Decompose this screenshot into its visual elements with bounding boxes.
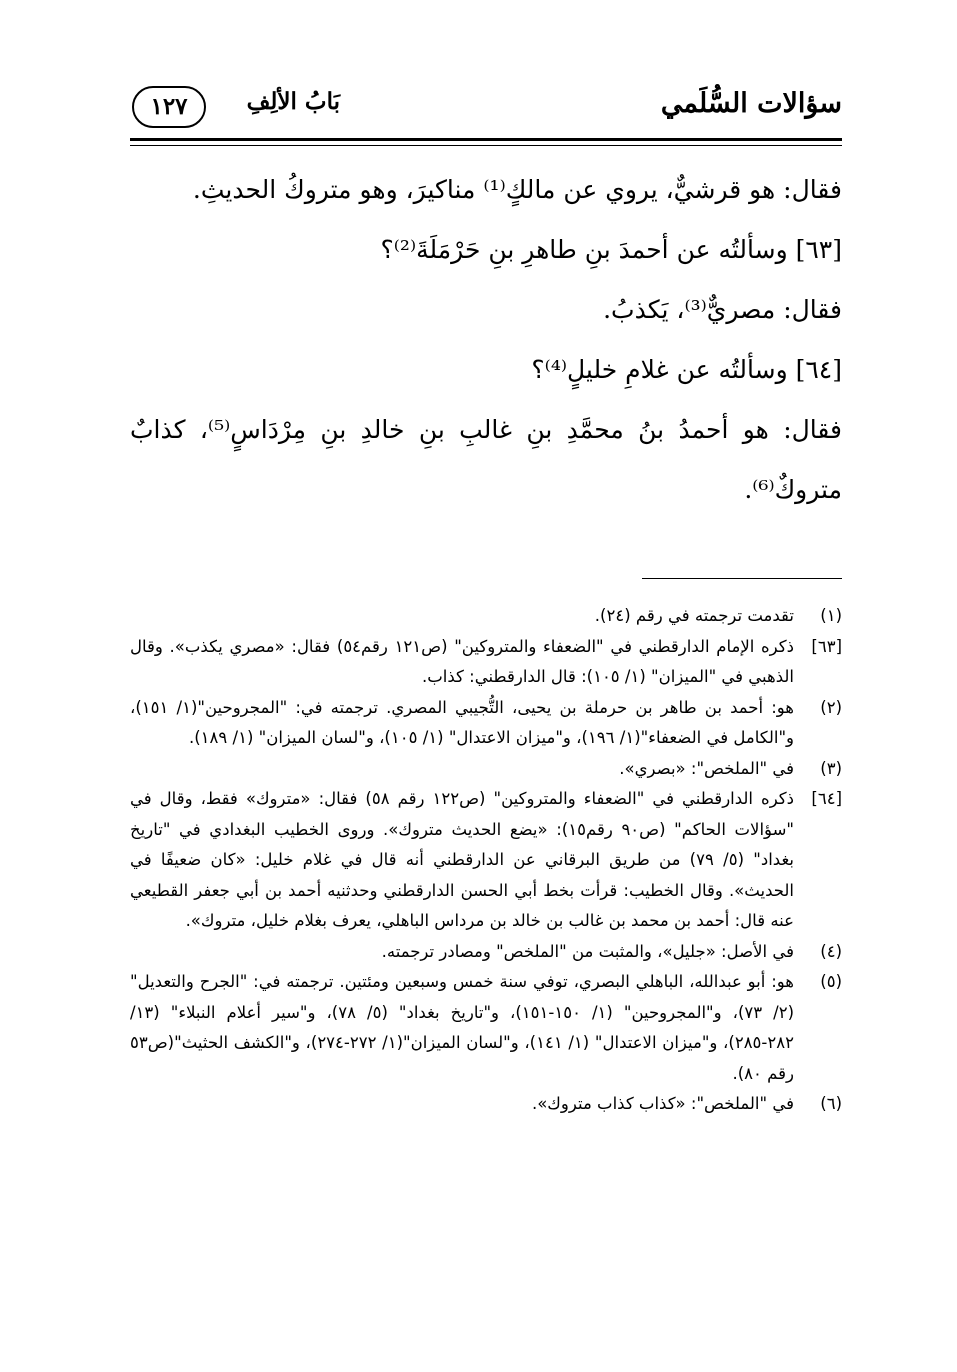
footnote: [130, 632, 842, 693]
footnote: [130, 967, 842, 1089]
footnote-marker: [٦٣]: [811, 636, 842, 656]
header-rule-thick: [130, 138, 842, 141]
page-header: [130, 82, 842, 142]
main-paragraph: فقال: هو أحمدُ بنُ محمَّدِ بنِ غالبِ بنِ خالدِ بنِ مِرْدَاسٍ⁽⁵⁾، كذابٌ متروكٌ⁽⁶⁾.: [130, 415, 842, 504]
footnote-text: ذكره الإمام الدارقطني في "الضعفاء والمتروكين" (ص١٢١ رقم٥٤) فقال: «مصري يكذب». وقال الذهبي في "الميزان" (١/ ١٠٥): قال الدارقطني: كذاب.: [130, 636, 794, 686]
question-63: [٦٣] وسألتُه عن أحمدَ بنِ طاهرِ بنِ حَرْمَلَةَ⁽²⁾؟: [380, 235, 842, 264]
footnote-separator: [642, 578, 842, 579]
book-title: سؤالات السُّلَمي: [660, 88, 842, 119]
main-text: [130, 160, 842, 520]
footnote-text: هو: أحمد بن طاهر بن حرملة بن يحيى، التُّجيبي المصري. ترجمته في: "المجروحين"(١/ ١٥١)، و"الكامل في الضعفاء"(١/ ١٩٦)، و"ميزان الاعتدال" (١/ ١٠٥)، و"لسان الميزان" (١/ ١٨٩).: [130, 697, 794, 747]
footnote-text: هو: أبو عبدالله، الباهلي البصري، توفي سنة خمس وسبعين ومئتين. ترجمته في: "الجرح والتعديل" (٢/ ٧٣)، و"المجروحين" (١/ ١٥٠-١٥١)، و"تاريخ بغداد" (٥/ ٧٨)، و"سير أعلام النبلاء" (١٣/ ٢٨٢-٢٨٥)، و"ميزان الاعتدال" (١/ ١٤١)، و"لسان الميزان"(١/ ٢٧٢-٢٧٤)، و"الكشف الحثيث"(ص٥٣ رقم ٨٠).: [130, 972, 795, 1083]
footnote-marker: (٤): [820, 941, 842, 961]
footnote-marker: (٢): [820, 697, 842, 717]
footnote-text: في "الملخص": «بصري».: [619, 758, 794, 778]
footnote-text: في الأصل: «جليل»، والمثبت من "الملخص" ومصادر ترجمته.: [381, 941, 794, 961]
main-paragraph: فقال: مصريٌّ⁽³⁾، يَكذبُ.: [603, 295, 842, 324]
footnote-marker: (٣): [820, 758, 842, 778]
main-paragraph: فقال: هو قرشيٌّ، يروي عن مالكٍ⁽¹⁾ مناكيرَ، وهو متروكُ الحديثِ.: [192, 175, 842, 204]
chapter-title: بَابُ الألِفِ: [246, 88, 340, 115]
footnote: [130, 754, 842, 785]
footnote-marker: (٥): [820, 972, 842, 991]
footnote-marker: [٦٤]: [811, 789, 842, 808]
footnote-text: ذكره الدارقطني في "الضعفاء والمتروكين" (ص١٢٢ رقم ٥٨) فقال: «متروك» فقط، وقال في "سؤالات الحاكم" (ص٩٠ رقم١٥): «يضع الحديث متروك». وروى الخطيب البغدادي في "تاريخ بغداد" (٥/ ٧٩) من طريق البرقاني عن الدارقطني أنه قال في غلام خليل: «كان ضعيفًا في الحديث». وقال الخطيب: قرأت بخط أبي الحسن الدارقطني وحدثنيه أحمد بن أبي جعفر القطيعي عنه قال: أحمد بن محمد بن غالب بن خالد بن مرداس الباهلي، يعرف بغلام خليل، متروك».: [130, 789, 795, 930]
footnote-text: في "الملخص": «كذاب كذاب متروك».: [531, 1094, 794, 1113]
footnote: [130, 937, 842, 968]
header-rule-thin: [130, 145, 842, 146]
footnote: [130, 601, 842, 632]
book-page: [130, 82, 842, 1120]
page-number-badge: ١٢٧: [132, 86, 206, 128]
footnote: [130, 693, 842, 754]
footnote-marker: (٦): [820, 1094, 842, 1113]
footnote-marker: (١): [820, 606, 842, 625]
question-64: [٦٤] وسألتُه عن غلامِ خليلٍ⁽⁴⁾؟: [531, 355, 842, 384]
footnote: [130, 1089, 842, 1120]
footnote-text: تقدمت ترجمته في رقم (٢٤).: [594, 606, 794, 625]
footnote: [130, 784, 842, 937]
footnotes: [130, 601, 842, 1120]
